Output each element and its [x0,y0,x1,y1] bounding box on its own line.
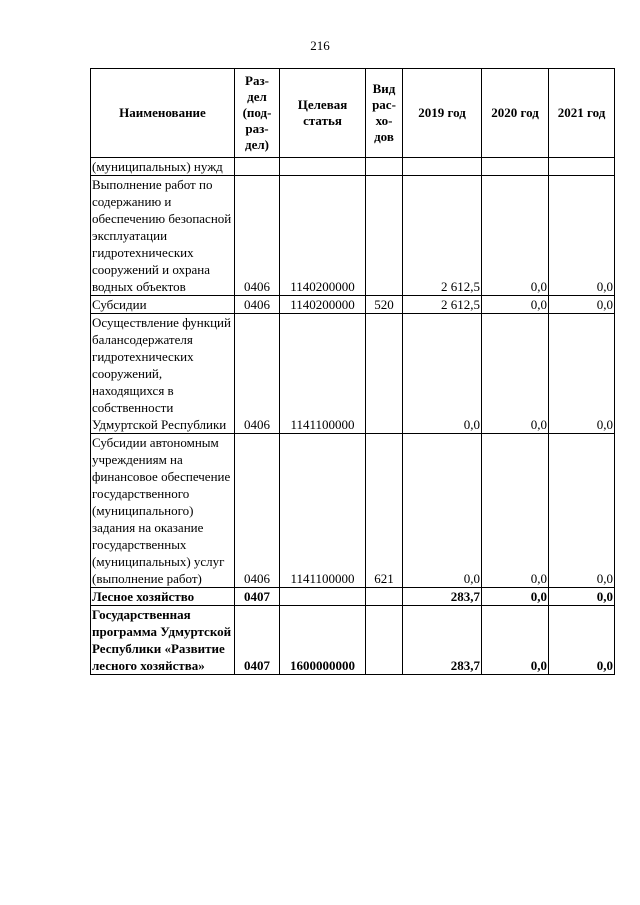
page-number: 216 [310,38,330,53]
row-article [280,158,366,176]
row-2020: 0,0 [482,588,549,606]
row-name: Осуществление функций балансодержателя гидротехнических сооружений, находящихся в собственности Удмуртской Республики [91,314,235,434]
table-row [91,588,615,606]
row-section: 0406 [235,314,280,434]
header-2021: 2021 год [549,69,615,158]
row-name: Государственная программа Удмуртской Республики «Развитие лесного хозяйства» [91,606,235,675]
row-expense-type [366,588,403,606]
row-article [280,588,366,606]
row-name: (муниципальных) нужд [91,158,235,176]
header-article: Целевая статья [280,69,366,158]
row-section: 0406 [235,296,280,314]
table-row [91,314,615,434]
header-2019: 2019 год [403,69,482,158]
header-row [91,69,615,158]
row-2020: 0,0 [482,606,549,675]
header-expense-type: Вид рас-хо-дов [366,69,403,158]
row-section: 0406 [235,434,280,588]
row-name: Субсидии автономным учреждениям на финансовое обеспечение государственного (муниципального) задания на оказание государственных (муниципальных) услуг (выполнение работ) [91,434,235,588]
row-2021: 0,0 [549,588,615,606]
row-2020: 0,0 [482,176,549,296]
row-article: 1141100000 [280,434,366,588]
row-expense-type: 520 [366,296,403,314]
row-name: Выполнение работ по содержанию и обеспечению безопасной эксплуатации гидротехнических сооружений и охрана водных объектов [91,176,235,296]
row-2020: 0,0 [482,314,549,434]
row-2019 [403,158,482,176]
row-2019: 2 612,5 [403,296,482,314]
row-2019: 2 612,5 [403,176,482,296]
row-section: 0407 [235,588,280,606]
row-2020 [482,158,549,176]
row-2021: 0,0 [549,606,615,675]
header-name: Наименование [91,69,235,158]
row-expense-type [366,314,403,434]
row-2019: 283,7 [403,606,482,675]
row-article: 1140200000 [280,176,366,296]
row-2021: 0,0 [549,176,615,296]
table-row [91,296,615,314]
row-expense-type: 621 [366,434,403,588]
budget-table [90,68,615,675]
table-row [91,158,615,176]
row-expense-type [366,606,403,675]
row-expense-type [366,158,403,176]
row-2019: 283,7 [403,588,482,606]
row-name: Лесное хозяйство [91,588,235,606]
row-article: 1600000000 [280,606,366,675]
row-name: Субсидии [91,296,235,314]
row-2020: 0,0 [482,434,549,588]
row-2019: 0,0 [403,314,482,434]
row-2021 [549,158,615,176]
row-article: 1141100000 [280,314,366,434]
table-row [91,176,615,296]
row-2021: 0,0 [549,296,615,314]
row-article: 1140200000 [280,296,366,314]
row-section: 0406 [235,176,280,296]
row-section: 0407 [235,606,280,675]
row-2020: 0,0 [482,296,549,314]
row-section [235,158,280,176]
row-2021: 0,0 [549,434,615,588]
table-row [91,606,615,675]
row-2019: 0,0 [403,434,482,588]
row-expense-type [366,176,403,296]
header-2020: 2020 год [482,69,549,158]
header-section: Раз-дел (под-раз-дел) [235,69,280,158]
row-2021: 0,0 [549,314,615,434]
table-row [91,434,615,588]
